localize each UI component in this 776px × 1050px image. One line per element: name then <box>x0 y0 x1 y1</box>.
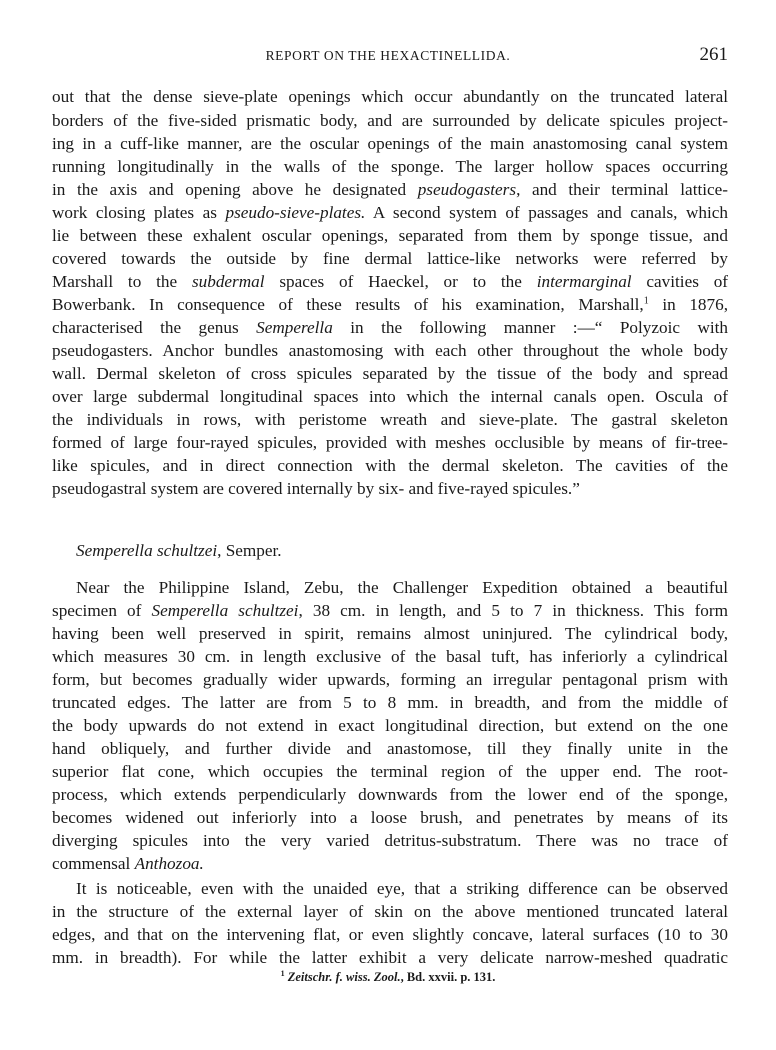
text-line: becomes widened out inferiorly into a loose brush, and penetrates by means of its <box>52 808 728 827</box>
text-line: which measures 30 cm. in length exclusive of the basal tuft, has inferiorly a cylindrical <box>52 647 728 666</box>
text-line: superior flat cone, which occupies the terminal region of the upper end. The root- <box>52 762 728 781</box>
text-line: out that the dense sieve-plate openings which occur abundantly on the truncated lateral <box>52 87 728 106</box>
text-line: lie between these exhalent oscular openings, separated from them by sponge tissue, and <box>52 226 728 245</box>
italic-term: intermarginal <box>536 272 632 291</box>
text-line: borders of the five-sided prismatic body, and are surrounded by delicate spicules project- <box>52 111 728 130</box>
running-title: REPORT ON THE HEXACTINELLIDA. <box>265 48 511 63</box>
footnote <box>0 970 776 985</box>
text-line: running longitudinally in the walls of the sponge. The larger hollow spaces occurring <box>52 157 728 176</box>
text-line: Marshall to the subdermal spaces of Haeckel, or to the intermarginal cavities of <box>52 272 729 291</box>
italic-term: pseudogasters <box>417 180 517 199</box>
text-line: edges, and that on the intervening flat, or even slightly concave, lateral surfaces (10 to 30 <box>52 925 728 944</box>
text-line: in the structure of the external layer of skin on the above mentioned truncated lateral <box>52 902 728 921</box>
text-line: hand obliquely, and further divide and anastomose, till they finally unite in the <box>52 739 728 758</box>
text-line: covered towards the outside by fine dermal lattice-like networks were referred by <box>52 249 728 268</box>
text-line: process, which extends perpendicularly downwards from the lower end of the sponge, <box>52 785 728 804</box>
species-heading <box>76 540 282 562</box>
text-line: pseudogastral system are covered internally by six- and five-rayed spicules.” <box>52 479 580 498</box>
text-line: Bowerbank. In consequence of these results of his examination, Marshall,$^1$ in 1876, <box>52 295 728 314</box>
footnote-marker: 1 <box>280 968 285 978</box>
page-number: 261 <box>699 44 728 65</box>
text-line: pseudogasters. Anchor bundles anastomosing with each other throughout the whole body <box>52 341 728 360</box>
running-head <box>0 44 776 68</box>
footnote-marker: 1 <box>643 295 649 307</box>
text-line: diverging spicules into the very varied detritus-substratum. There was no trace of <box>52 831 728 850</box>
text-line: formed of large four-rayed spicules, provided with meshes occlusible by means of fir-tree- <box>52 433 728 452</box>
text-line: wall. Dermal skeleton of cross spicules separated by the tissue of the body and spread <box>52 364 728 383</box>
text-line: specimen of Semperella schultzei, 38 cm. in length, and 5 to 7 in thickness. This form <box>52 601 728 620</box>
species-name: Semperella schultzei <box>76 541 218 560</box>
italic-term: pseudo-sieve-plates. <box>225 203 366 222</box>
text-line: characterised the genus Semperella in the following manner :—“ Polyzoic with <box>52 318 728 337</box>
text-line: truncated edges. The latter are from 5 to 8 mm. in breadth, and from the middle of <box>52 693 728 712</box>
text-line: ing in a cuff-like manner, are the oscular openings of the main anastomosing canal system <box>52 134 728 153</box>
text-line: the body upwards do not extend in exact longitudinal direction, but extend on the one <box>52 716 728 735</box>
text-line: in the axis and opening above he designated pseudogasters, and their terminal lattice- <box>52 180 728 199</box>
text-line: over large subdermal longitudinal spaces into which the internal canals open. Oscula of <box>52 387 728 406</box>
text-line: having been well preserved in spirit, remains almost uninjured. The cylindrical body, <box>52 624 728 643</box>
footnote-reference: , Bd. xxvii. p. 131. <box>400 970 496 984</box>
footnote-journal: Zeitschr. f. wiss. Zool. <box>287 970 401 984</box>
text-line: form, but becomes gradually wider upwards, forming an irregular pentagonal prism with <box>52 670 728 689</box>
italic-term: Semperella <box>256 318 333 337</box>
species-authority: , Semper. <box>217 541 282 560</box>
text-line: commensal Anthozoa. <box>52 854 204 873</box>
text-line: the individuals in rows, with peristome wreath and sieve-plate. The gastral skeleton <box>52 410 728 429</box>
text-line: mm. in breadth). For while the latter exhibit a very delicate narrow-meshed quadratic <box>52 948 728 967</box>
text-line: Near the Philippine Island, Zebu, the Challenger Expedition obtained a beautiful <box>76 578 728 597</box>
italic-term: subdermal <box>191 272 265 291</box>
text-line: work closing plates as pseudo-sieve-plates. A second system of passages and canals, which <box>52 203 728 222</box>
italic-term: Anthozoa. <box>134 854 204 873</box>
text-line: It is noticeable, even with the unaided eye, that a striking difference can be observed <box>76 879 728 898</box>
text-line: like spicules, and in direct connection with the dermal skeleton. The cavities of the <box>52 456 728 475</box>
species-name: Semperella schultzei <box>151 601 299 620</box>
